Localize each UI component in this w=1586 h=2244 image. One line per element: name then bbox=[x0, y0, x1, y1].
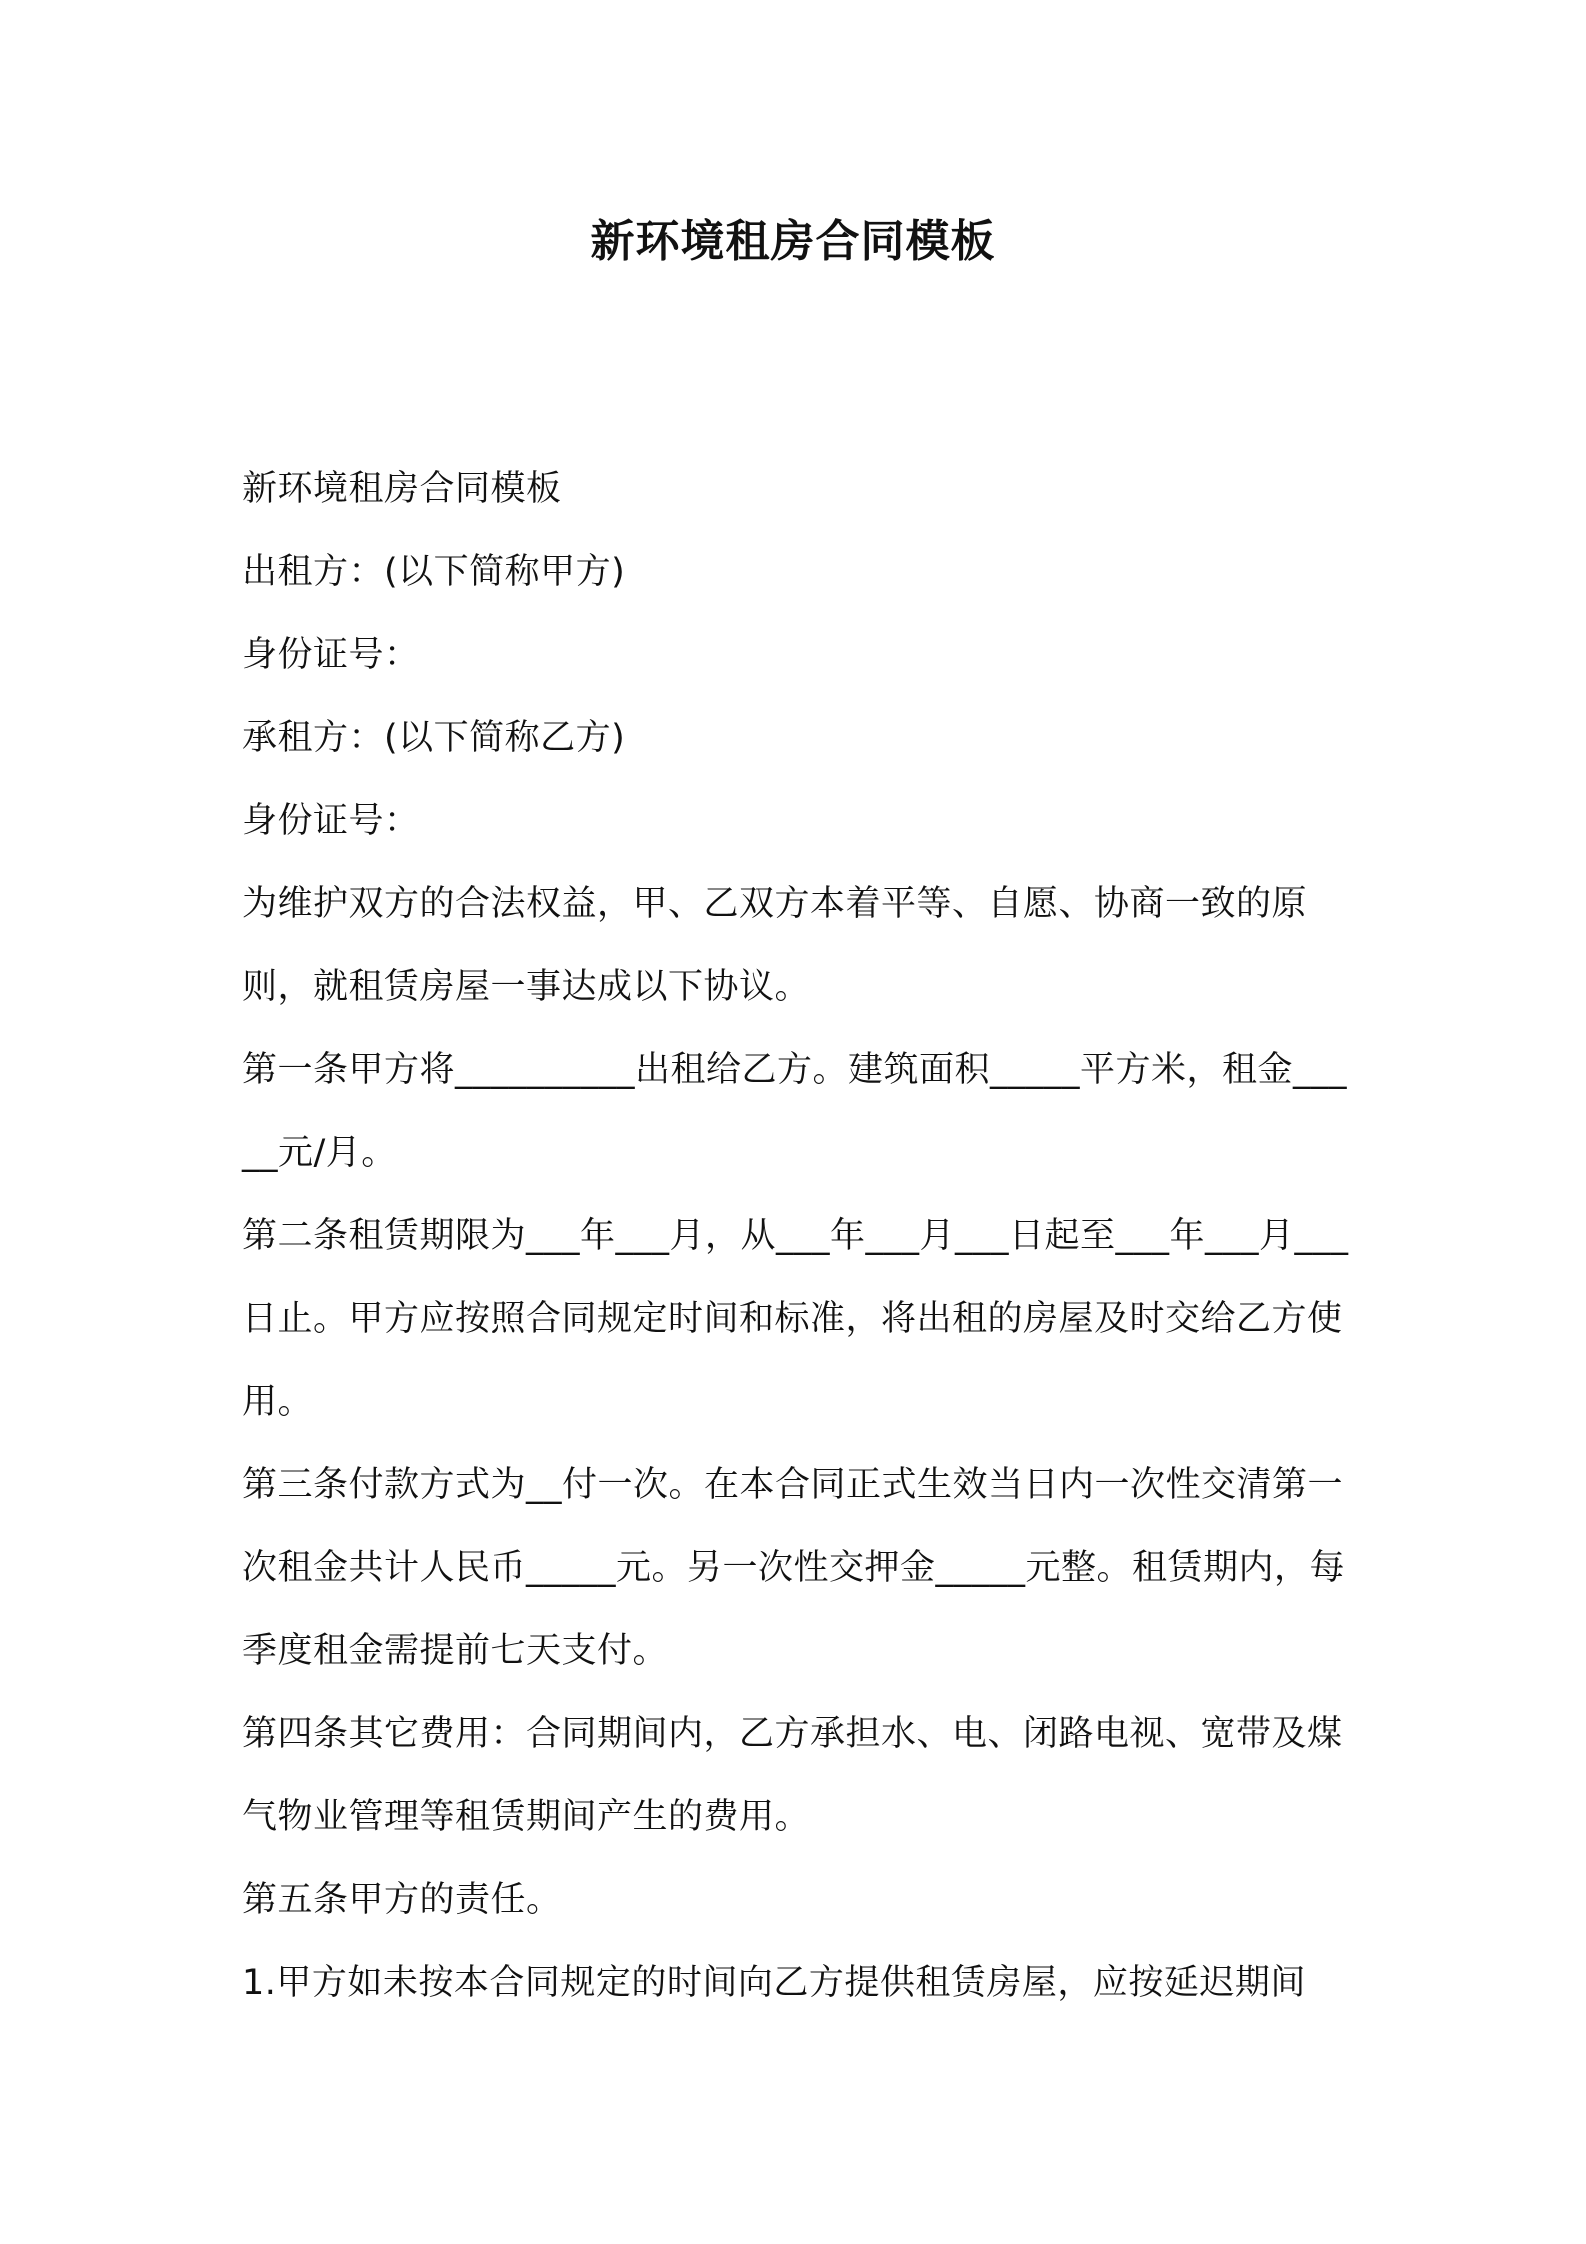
paragraph-article-5: 第五条甲方的责任。 bbox=[242, 1880, 562, 1920]
paragraph-heading: 新环境租房合同模板 bbox=[242, 469, 562, 509]
paragraph-article-3: 第三条付款方式为__付一次。在本合同正式生效当日内一次性交清第一次租金共计人民币_____元。另一次性交押金_____元整。租赁期内，每季度租金需提前七天支付。 bbox=[242, 1465, 1346, 1671]
paragraph-article-1: 第一条甲方将__________出租给乙方。建筑面积_____平方米，租金_____元/月。 bbox=[242, 1050, 1348, 1173]
paragraph-lessee-id: 身份证号： bbox=[242, 801, 420, 841]
paragraph-lessee: 承租方：(以下简称乙方) bbox=[242, 718, 626, 758]
paragraph-lessor-id: 身份证号： bbox=[242, 635, 420, 675]
paragraph-article-2: 第二条租赁期限为___年___月，从___年___月___日起至___年___月___日止。甲方应按照合同规定时间和标准，将出租的房屋及时交给乙方使用。 bbox=[242, 1216, 1349, 1422]
document-title: 新环境租房合同模板 bbox=[590, 216, 996, 267]
paragraph-article-4: 第四条其它费用：合同期间内，乙方承担水、电、闭路电视、宽带及煤气物业管理等租赁期间产生的费用。 bbox=[242, 1714, 1343, 1837]
document-body bbox=[242, 448, 1362, 2025]
paragraph-preamble: 为维护双方的合法权益，甲、乙双方本着平等、自愿、协商一致的原则，就租赁房屋一事达成以下协议。 bbox=[242, 884, 1308, 1007]
paragraph-lessor: 出租方：(以下简称甲方) bbox=[242, 552, 626, 592]
paragraph-article-5-item-1: 1.甲方如未按本合同规定的时间向乙方提供租赁房屋，应按延迟期间 bbox=[242, 1963, 1306, 2003]
